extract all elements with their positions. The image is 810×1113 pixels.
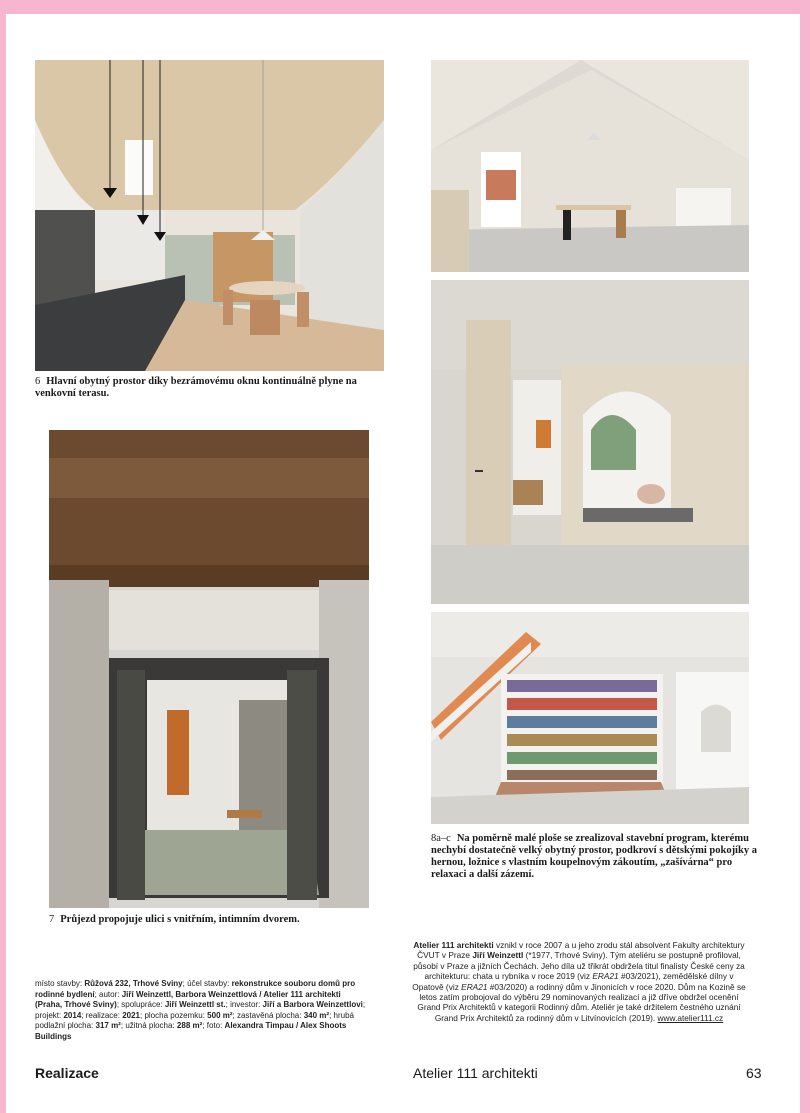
magazine-page bbox=[6, 14, 800, 1113]
caption-text: Průjezd propojuje ulici s vnitřním, intimním dvorem. bbox=[60, 914, 300, 925]
caption-number: 6 bbox=[35, 376, 41, 387]
project-metadata: místo stavby: Růžová 232, Trhové Sviny; účel stavby: rekonstrukce souboru domů pro rodinné bydlení; autor: Jiří Weinzettl, Barbora Weinzettlová / Atelier 111 architekti (Praha, Trhové Sviny); spolupráce: Jiří Weinzettl st.; investor: Jiří a Barbora Weinzettlovi; projekt: 2014; realizace: 2021; plocha pozemku: 500 m²; zastavěná plocha: 340 m²; hrubá podlažní plocha: 317 m²; užitná plocha: 288 m²; foto: Alexandra Timpau / Alex Shoots Buildings bbox=[35, 979, 366, 1041]
studio-bio: Atelier 111 architekti vznikl v roce 2007 a u jeho zrodu stál absolvent Fakulty architektury ČVUT v Praze Jiří Weinzettl (*1977, Trhové Sviny). Tým ateliéru se postupně profiloval, působí v Praze a jižních Čechách. Jeho díla už třikrát obdržela titul finalisty České ceny za architekturu: chata u rybníka v roce 2019 (viz ERA21 #03/2021), zemědělské dílny v Opatově (viz ERA21 #03/2020) a rodinný dům v Jinonicích v roce 2020. Dům na Kozině se letos zatím probojoval do výběru 29 nominovaných realizací a již dříve obdržel ocenění Grand Prix Architektů v kategorii Rodinný dům. Ateliér je také držitelem čestného uznání Grand Prix Architektů za rodinný dům v Litvínovicích (2019). www.atelier111.cz bbox=[412, 940, 746, 1023]
caption-number: 8a–c bbox=[431, 833, 451, 844]
article-running-title: Atelier 111 architekti bbox=[413, 1065, 538, 1081]
photo-reading-niche bbox=[431, 280, 749, 604]
photo-attic bbox=[431, 60, 749, 272]
caption-text: Hlavní obytný prostor díky bezrámovému oknu kontinuálně plyne na venkovní terasu. bbox=[35, 376, 357, 399]
caption-text: Na poměrně malé ploše se zrealizoval stavební program, kterému nechybí dostatečně velký obytný prostor, podkroví s dětskými pokojíky a hernou, ložnice s vlastním koupelnovým zákoutím, „zašívárna“ pro relaxaci a další zázemí. bbox=[431, 833, 757, 880]
caption-photo-6 bbox=[35, 376, 360, 400]
caption-photo-8 bbox=[431, 833, 761, 881]
caption-number: 7 bbox=[49, 914, 55, 925]
studio-website-link[interactable]: www.atelier111.cz bbox=[657, 1012, 724, 1023]
photo-passage-courtyard bbox=[49, 430, 369, 908]
photo-bookshelf-stairs bbox=[431, 612, 749, 824]
photo-main-living-space bbox=[35, 60, 384, 371]
founder-name: Jiří Weinzettl bbox=[472, 950, 524, 961]
section-title: Realizace bbox=[35, 1065, 99, 1081]
page-number: 63 bbox=[746, 1065, 762, 1081]
studio-name: Atelier 111 architekti bbox=[413, 940, 494, 950]
caption-photo-7 bbox=[49, 914, 369, 926]
